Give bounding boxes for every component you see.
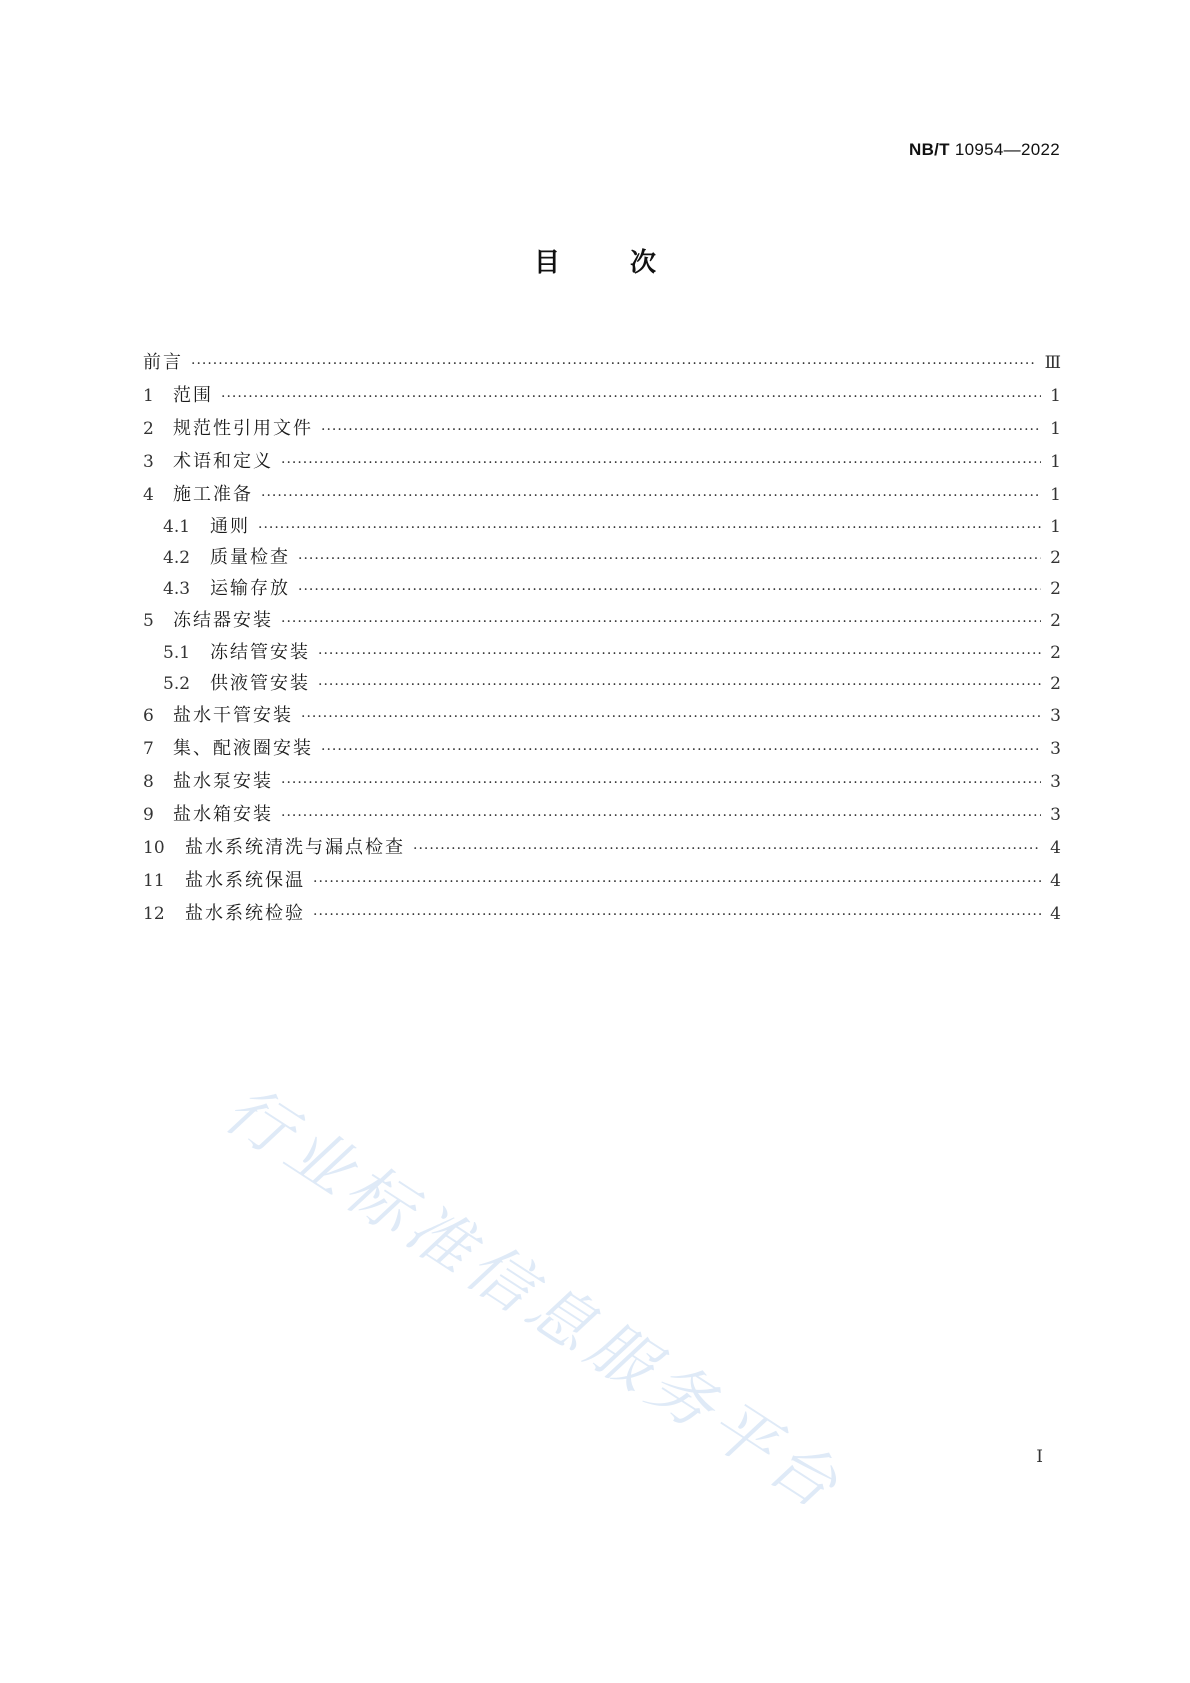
toc-entry-page: 3 xyxy=(1050,772,1061,792)
toc-entry-label: 规范性引用文件 xyxy=(173,418,313,439)
toc-entry-page: 1 xyxy=(1050,386,1061,406)
toc-entry-number: 5 xyxy=(143,611,154,631)
toc-entry-4[interactable] xyxy=(143,478,1061,511)
toc-entry-8[interactable] xyxy=(143,765,1061,798)
toc-entry-number: 12 xyxy=(143,904,165,924)
toc-entry-label: 范围 xyxy=(173,385,213,406)
toc-entry-5[interactable] xyxy=(143,604,1061,637)
toc-entry-label: 冻结器安装 xyxy=(173,610,273,631)
toc-entry-page: Ⅲ xyxy=(1044,353,1061,373)
toc-entry-number: 4.1 xyxy=(163,517,191,537)
toc-leader-dots xyxy=(301,701,1041,734)
toc-entry-10[interactable] xyxy=(143,831,1061,864)
page-number: I xyxy=(1036,1447,1043,1467)
toc-entry-3[interactable] xyxy=(143,445,1061,478)
page-title xyxy=(0,242,1190,279)
toc-entry-11[interactable] xyxy=(143,864,1061,897)
toc-entry-page: 4 xyxy=(1050,904,1061,924)
toc-entry-9[interactable] xyxy=(143,798,1061,831)
toc-entry-page: 2 xyxy=(1050,548,1061,568)
toc-leader-dots xyxy=(261,480,1041,513)
toc-entry-page: 2 xyxy=(1050,643,1061,663)
toc-entry-label: 盐水箱安装 xyxy=(173,804,273,825)
toc-entry-7[interactable] xyxy=(143,732,1061,765)
toc-entry-number: 6 xyxy=(143,706,154,726)
toc-entry-page: 3 xyxy=(1050,739,1061,759)
toc-leader-dots xyxy=(318,670,1041,701)
standard-number: 10954—2022 xyxy=(954,140,1060,159)
toc-entry-number: 10 xyxy=(143,838,165,858)
toc-entry-5-1[interactable] xyxy=(143,637,1061,668)
toc-entry-label: 前言 xyxy=(143,352,183,373)
toc-entry-4-2[interactable] xyxy=(143,542,1061,573)
toc-entry-number: 11 xyxy=(143,871,165,891)
toc-leader-dots xyxy=(413,833,1041,866)
toc-leader-dots xyxy=(281,606,1041,639)
toc-entry-4-3[interactable] xyxy=(143,573,1061,604)
toc-entry-foreword[interactable] xyxy=(143,346,1061,379)
toc-entry-12[interactable] xyxy=(143,897,1061,930)
toc-entry-label: 集、配液圈安装 xyxy=(173,738,313,759)
standard-prefix: NB/T xyxy=(909,140,950,159)
toc-entry-label: 盐水系统清洗与漏点检查 xyxy=(185,837,405,858)
toc-leader-dots xyxy=(321,734,1041,767)
toc-entry-label: 盐水干管安装 xyxy=(173,705,293,726)
toc-entry-label: 术语和定义 xyxy=(173,451,273,472)
toc-entry-page: 1 xyxy=(1050,452,1061,472)
toc-entry-page: 3 xyxy=(1050,706,1061,726)
toc-entry-page: 4 xyxy=(1050,871,1061,891)
toc-entry-label: 盐水系统保温 xyxy=(185,870,305,891)
watermark-text: 行业标准信息服务平台 xyxy=(211,1072,856,1527)
toc-leader-dots xyxy=(221,381,1041,414)
toc-entry-page: 2 xyxy=(1050,579,1061,599)
toc-leader-dots xyxy=(313,899,1041,932)
toc-leader-dots xyxy=(298,575,1041,606)
toc-entry-number: 3 xyxy=(143,452,154,472)
page-title-char-2: 次 xyxy=(630,248,657,278)
toc-entry-label: 供液管安装 xyxy=(210,673,310,694)
toc-entry-number: 8 xyxy=(143,772,154,792)
toc-entry-label: 通则 xyxy=(210,516,250,537)
toc-entry-2[interactable] xyxy=(143,412,1061,445)
toc-entry-6[interactable] xyxy=(143,699,1061,732)
toc-entry-page: 3 xyxy=(1050,805,1061,825)
toc-entry-label: 施工准备 xyxy=(173,484,253,505)
toc-entry-label: 质量检查 xyxy=(210,547,290,568)
toc-entry-label: 运输存放 xyxy=(210,578,290,599)
toc-entry-1[interactable] xyxy=(143,379,1061,412)
toc-entry-number: 2 xyxy=(143,419,154,439)
toc-leader-dots xyxy=(298,544,1041,575)
toc-entry-number: 5.2 xyxy=(163,674,191,694)
toc-leader-dots xyxy=(258,513,1041,544)
toc-entry-label: 冻结管安装 xyxy=(210,642,310,663)
toc-entry-page: 2 xyxy=(1050,674,1061,694)
toc-entry-number: 1 xyxy=(143,386,154,406)
toc-entry-page: 2 xyxy=(1050,611,1061,631)
toc-entry-number: 4.2 xyxy=(163,548,191,568)
toc-leader-dots xyxy=(321,414,1041,447)
toc-entry-number: 5.1 xyxy=(163,643,191,663)
toc-leader-dots xyxy=(281,800,1041,833)
standard-number-header xyxy=(909,140,1060,160)
toc-leader-dots xyxy=(281,447,1041,480)
toc-leader-dots xyxy=(313,866,1041,899)
toc-entry-page: 1 xyxy=(1050,485,1061,505)
page-title-char-1: 目 xyxy=(533,248,560,278)
toc-entry-page: 1 xyxy=(1050,419,1061,439)
table-of-contents xyxy=(143,346,1061,930)
toc-leader-dots xyxy=(191,348,1037,381)
toc-leader-dots xyxy=(281,767,1041,800)
toc-entry-number: 4 xyxy=(143,485,154,505)
toc-entry-number: 4.3 xyxy=(163,579,191,599)
toc-entry-4-1[interactable] xyxy=(143,511,1061,542)
toc-entry-label: 盐水系统检验 xyxy=(185,903,305,924)
toc-entry-page: 4 xyxy=(1050,838,1061,858)
toc-entry-number: 7 xyxy=(143,739,154,759)
toc-entry-5-2[interactable] xyxy=(143,668,1061,699)
toc-leader-dots xyxy=(318,639,1041,670)
toc-entry-page: 1 xyxy=(1050,517,1061,537)
toc-entry-label: 盐水泵安装 xyxy=(173,771,273,792)
toc-entry-number: 9 xyxy=(143,805,154,825)
